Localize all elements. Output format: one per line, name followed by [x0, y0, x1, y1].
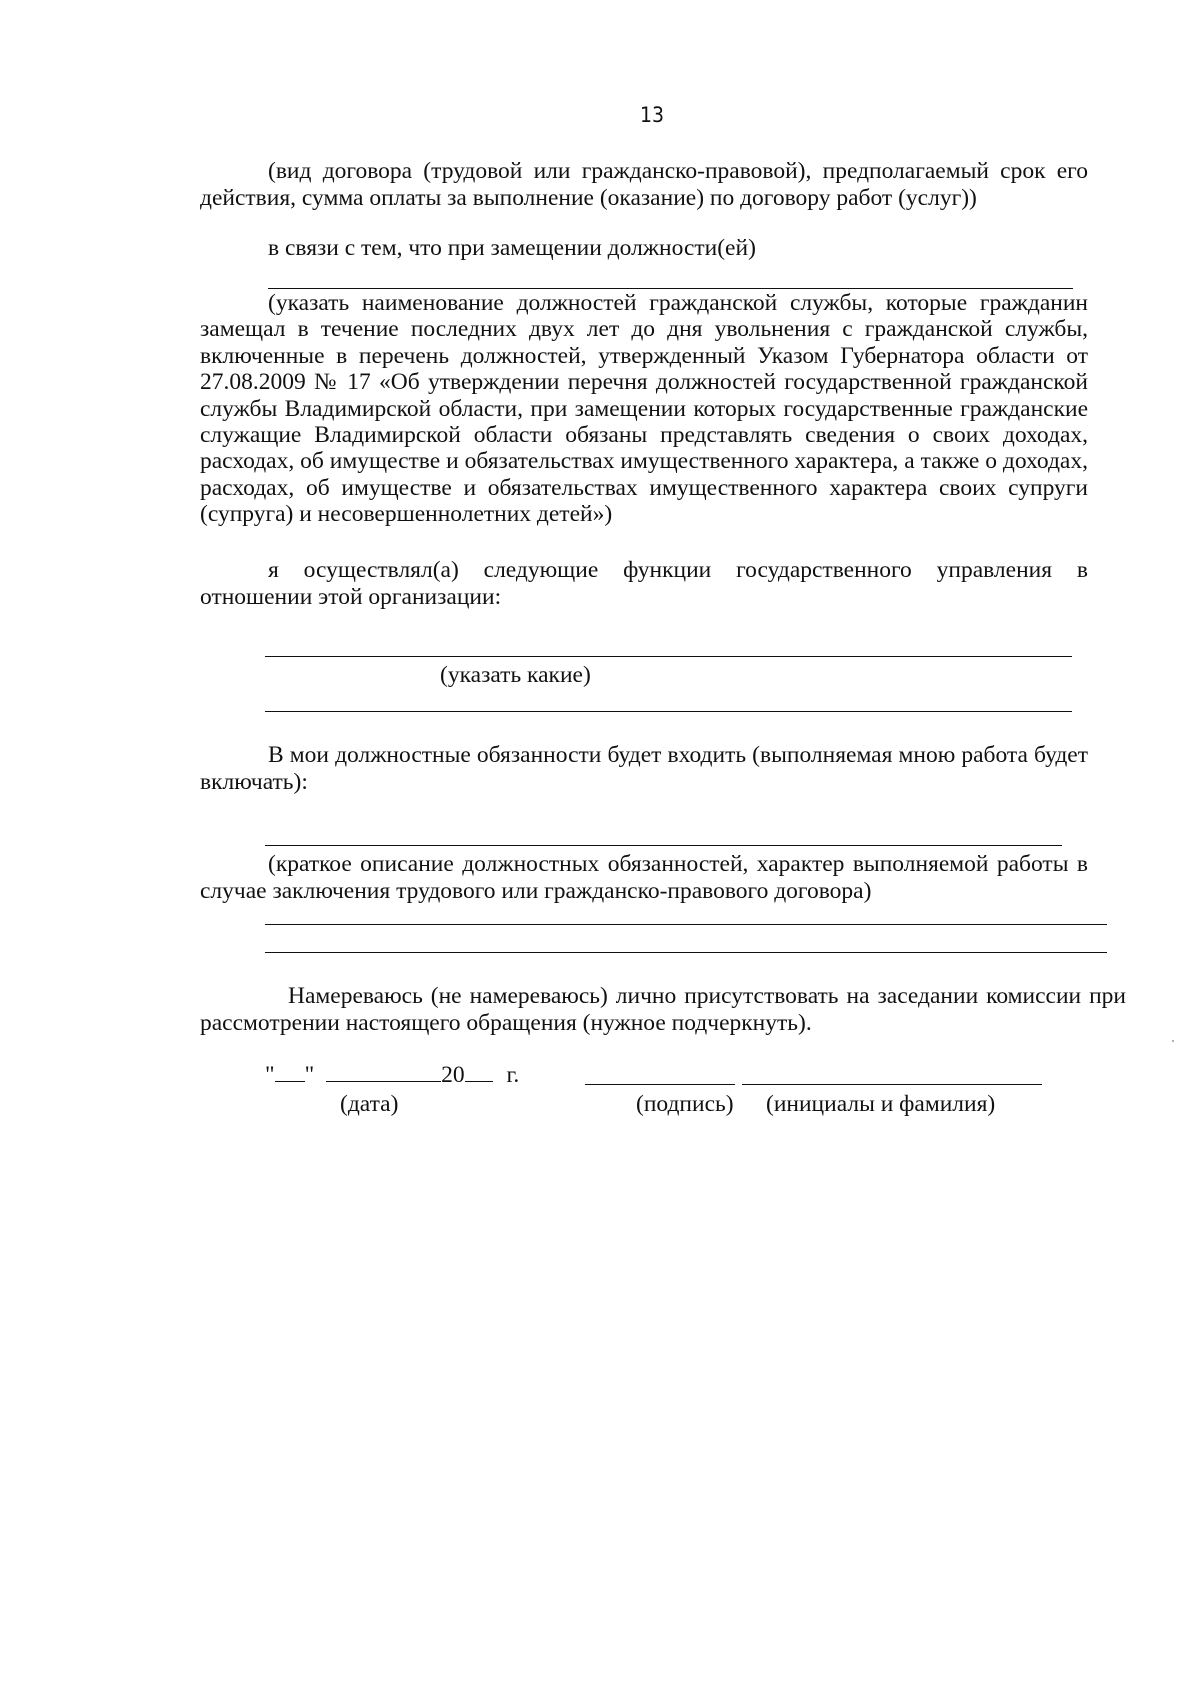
quote-close: ": [304, 1062, 315, 1088]
functions-caption: (указать какие): [440, 662, 591, 688]
functions-blank-line-1: [265, 656, 1072, 657]
duties-caption: (краткое описание должностных обязанностей, характер выполняемой работы в случае заключения трудового или гражданско-правового договора): [200, 851, 1088, 904]
position-intro: в связи с тем, что при замещении должности(ей): [268, 235, 756, 261]
year-blank: [465, 1061, 493, 1082]
extra-blank-line-1: [265, 924, 1107, 925]
page-number: 13: [640, 103, 665, 127]
position-caption: (указать наименование должностей гражданской службы, которые гражданин замещал в течение последних двух лет до дня увольнения с гражданской службы, включенные в перечень должностей, утвержденный Указом Губернатора области от 27.08.2009 № 17 «Об утверждении перечня должностей государственной гражданской службы Владимирской области, при замещении которых государственные гражданские служащие Владимирской области обязаны представлять сведения о своих доходах, расходах, об имуществе и обязательствах имущественного характера, а также о доходах, расходах, об имуществе и обязательствах имущественного характера своих супруги (супруга) и несовершеннолетних детей»): [200, 290, 1088, 528]
quote-open: ": [265, 1062, 275, 1088]
date-label: (дата): [340, 1091, 399, 1117]
position-blank-line: [268, 288, 1073, 289]
name-label: (инициалы и фамилия): [766, 1091, 996, 1117]
scan-speck: [1172, 1040, 1174, 1042]
contract-caption: (вид договора (трудовой или гражданско-правовой), предполагаемый срок его действия, сумма оплаты за выполнение (оказание) по договору работ (услуг)): [200, 158, 1088, 211]
year-prefix: 20: [441, 1062, 465, 1088]
attendance-statement: Намереваюсь (не намереваюсь) лично присутствовать на заседании комиссии при рассмотрении настоящего обращения (нужное подчеркнуть).: [200, 983, 1126, 1036]
duties-intro: В мои должностные обязанности будет входить (выполняемая мною работа будет включать):: [200, 742, 1088, 795]
name-blank-line: [742, 1084, 1042, 1085]
functions-intro: я осуществлял(а) следующие функции государственного управления в отношении этой организации:: [200, 557, 1088, 610]
signature-label: (подпись): [636, 1091, 734, 1117]
day-blank: [275, 1061, 305, 1082]
duties-blank-line: [265, 845, 1062, 846]
year-suffix: г.: [506, 1062, 520, 1088]
date-field: [265, 1061, 519, 1089]
extra-blank-line-2: [265, 952, 1107, 953]
month-blank: [326, 1061, 441, 1082]
signature-blank-line: [585, 1084, 735, 1085]
functions-blank-line-2: [265, 711, 1072, 712]
